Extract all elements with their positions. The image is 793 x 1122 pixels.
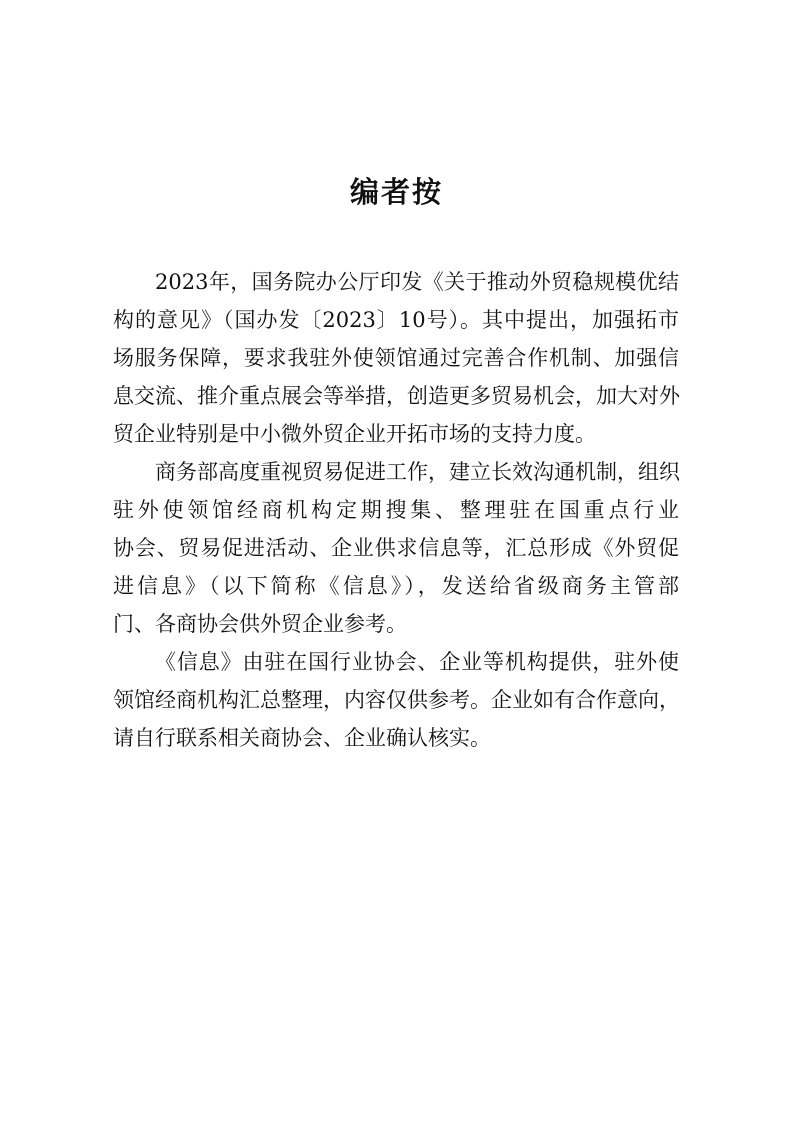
paragraph-line: 《信息》由驻在国行业协会、企业等机构提供，驻外使	[155, 650, 679, 674]
paragraph-line: 构的意见》（国办发〔2023〕10号）。其中提出，加强拓市	[113, 308, 679, 332]
paragraph-line: 贸企业特别是中小微外贸企业开拓市场的支持力度。	[113, 422, 596, 446]
page-title: 编者按	[349, 175, 443, 209]
paragraph-line: 进信息》（以下简称《信息》），发送给省级商务主管部	[113, 574, 679, 598]
paragraph-line: 息交流、推介重点展会等举措，创造更多贸易机会，加大对外	[113, 384, 680, 408]
paragraph-line: 领馆经商机构汇总整理，内容仅供参考。企业如有合作意向，	[113, 688, 680, 712]
paragraph-line: 场服务保障，要求我驻外使领馆通过完善合作机制、加强信	[113, 346, 679, 370]
paragraph-1	[113, 263, 679, 453]
document-body	[113, 263, 679, 757]
paragraph-line: 门、各商协会供外贸企业参考。	[113, 612, 407, 636]
paragraph-line: 驻外使领馆经商机构定期搜集、整理驻在国重点行业	[113, 498, 679, 522]
paragraph-line: 协会、贸易促进活动、企业供求信息等，汇总形成《外贸促	[113, 536, 679, 560]
paragraph-3	[113, 643, 679, 757]
paragraph-2	[113, 453, 679, 643]
paragraph-line: 2023年，国务院办公厅印发《关于推动外贸稳规模优结	[155, 270, 679, 294]
paragraph-line: 商务部高度重视贸易促进工作，建立长效沟通机制，组织	[155, 460, 680, 484]
paragraph-line: 请自行联系相关商协会、企业确认核实。	[113, 726, 491, 750]
